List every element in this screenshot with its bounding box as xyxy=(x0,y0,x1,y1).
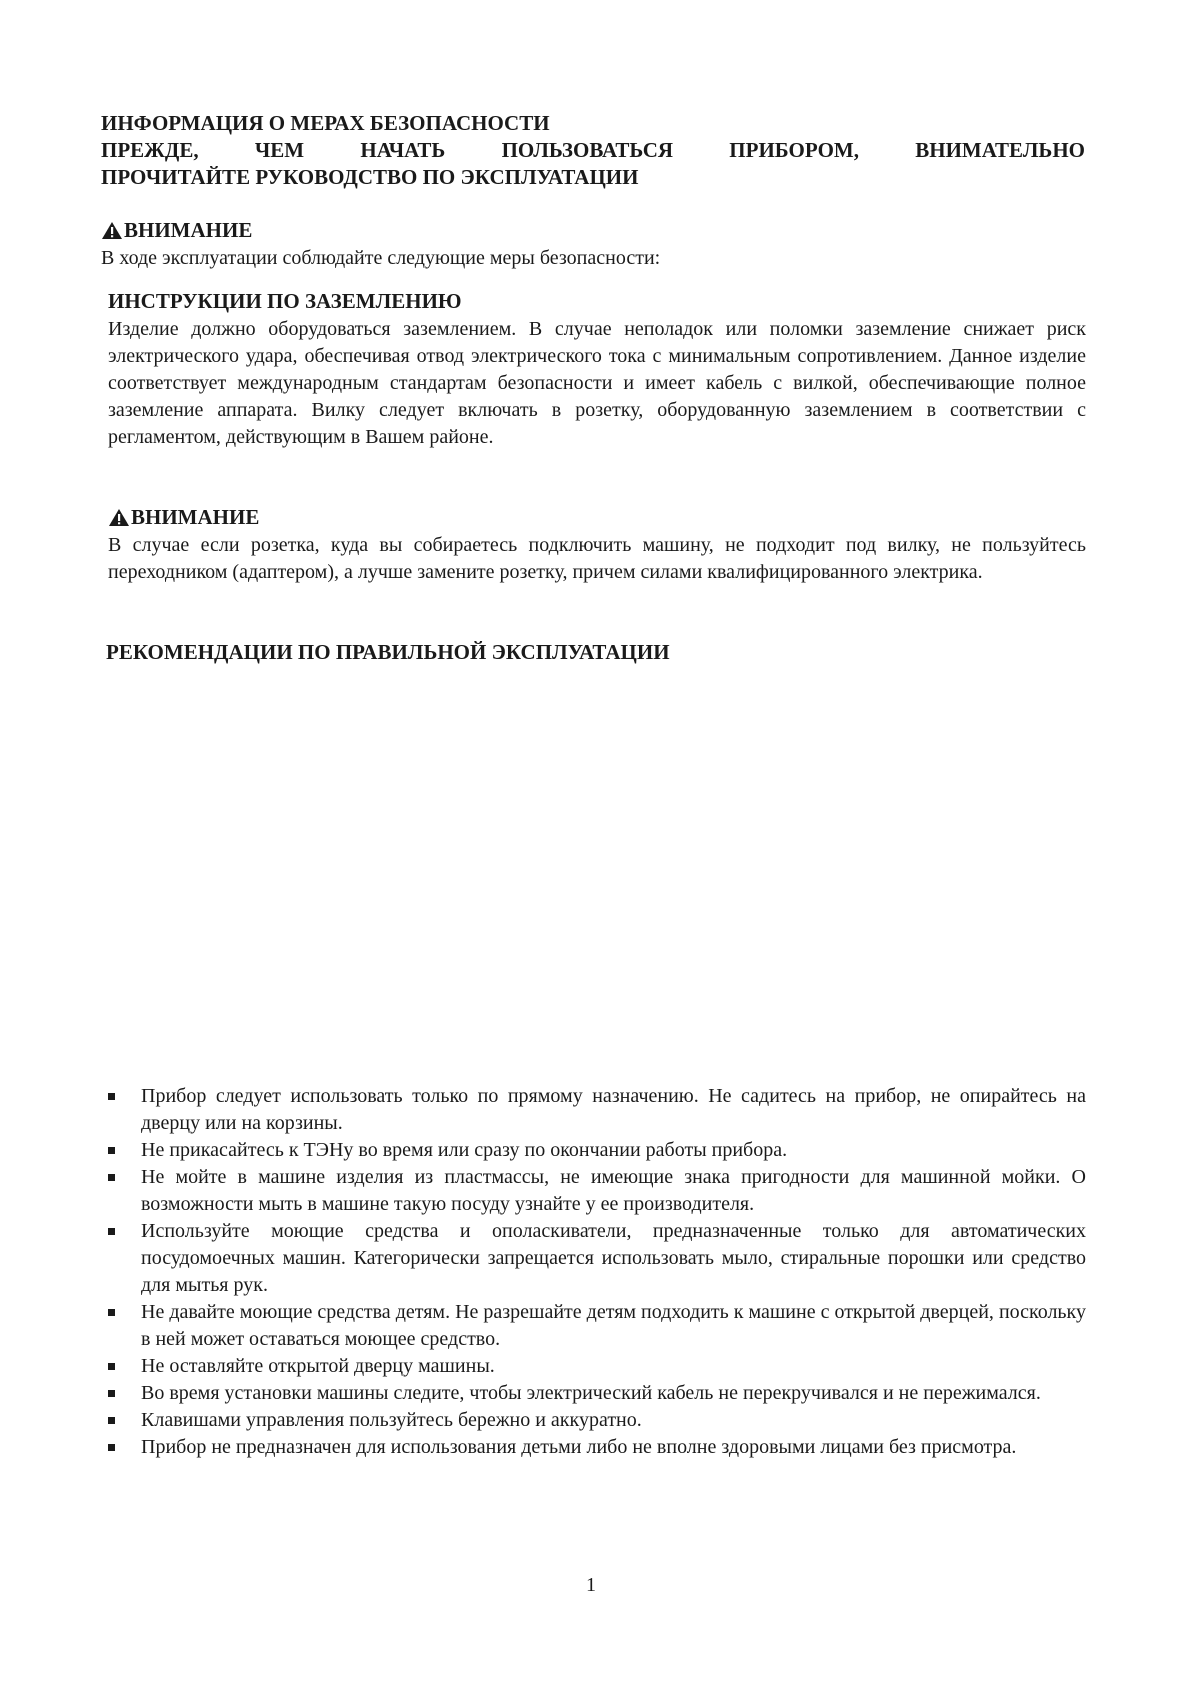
list-item xyxy=(106,1218,1086,1299)
list-item xyxy=(106,1380,1086,1407)
bullet-square-icon xyxy=(108,1228,115,1235)
title-line-2: ПРЕЖДЕ, ЧЕМ НАЧАТЬ ПОЛЬЗОВАТЬСЯ ПРИБОРОМ, ВНИМАТЕЛЬНО xyxy=(101,138,1085,162)
list-item xyxy=(106,1164,1086,1218)
warning-heading-1-label: ВНИМАНИЕ xyxy=(124,218,253,242)
list-item xyxy=(106,1407,1086,1434)
bullet-square-icon xyxy=(108,1390,115,1397)
title-line-3: ПРОЧИТАЙТЕ РУКОВОДСТВО ПО ЭКСПЛУАТАЦИИ xyxy=(101,165,639,189)
warning-triangle-icon xyxy=(101,221,123,240)
document-title xyxy=(101,110,1085,191)
warning-heading-2-label: ВНИМАНИЕ xyxy=(131,505,260,529)
bullet-square-icon xyxy=(108,1417,115,1424)
bullet-square-icon xyxy=(108,1363,115,1370)
warning-triangle-icon xyxy=(108,508,130,527)
list-item-text: Не давайте моющие средства детям. Не разрешайте детям подходить к машине с открытой дверцей, поскольку в ней может оставаться моющее средство. xyxy=(141,1301,1086,1350)
warning-heading-1 xyxy=(101,217,252,244)
recommendations-list xyxy=(106,1083,1086,1461)
list-item xyxy=(106,1137,1086,1164)
warning-2-text: В случае если розетка, куда вы собираетесь подключить машину, не подходит под вилку, не пользуйтесь переходником (адаптером), а лучше замените розетку, причем силами квалифицированного электрика. xyxy=(108,534,1086,583)
list-item-text: Не оставляйте открытой дверцу машины. xyxy=(141,1355,495,1377)
list-item-text: Во время установки машины следите, чтобы электрический кабель не перекручивался и не пережимался. xyxy=(141,1382,1041,1404)
grounding-text: Изделие должно оборудоваться заземлением. В случае неполадок или поломки заземление снижает риск электрического удара, обеспечивая отвод электрического тока с минимальным сопротивлением. Данное изделие соответствует международным стандартам безопасности и имеет кабель с вилкой, обеспечивающие полное заземление аппарата. Вилку следует включать в розетку, оборудованную заземлением в соответствии с регламентом, действующим в Вашем районе. xyxy=(108,318,1086,448)
list-item-text: Не прикасайтесь к ТЭНу во время или сразу по окончании работы прибора. xyxy=(141,1139,788,1161)
list-item-text: Используйте моющие средства и ополаскиватели, предназначенные только для автоматических посудомоечных машин. Категорически запрещается использовать мыло, стиральные порошки или средство для мытья рук. xyxy=(141,1220,1086,1296)
warning-heading-2 xyxy=(108,504,259,531)
bullet-square-icon xyxy=(108,1093,115,1100)
list-item xyxy=(106,1434,1086,1461)
list-item-text: Прибор не предназначен для использования детьми либо не вполне здоровыми лицами без присмотра. xyxy=(141,1436,1017,1458)
recommendations-heading: РЕКОМЕНДАЦИИ ПО ПРАВИЛЬНОЙ ЭКСПЛУАТАЦИИ xyxy=(106,640,670,664)
page-number: 1 xyxy=(586,1574,596,1596)
grounding-heading: ИНСТРУКЦИИ ПО ЗАЗЕМЛЕНИЮ xyxy=(108,289,462,313)
list-item xyxy=(106,1353,1086,1380)
bullet-square-icon xyxy=(108,1444,115,1451)
bullet-square-icon xyxy=(108,1174,115,1181)
list-item xyxy=(106,1299,1086,1353)
warning-1-text: В ходе эксплуатации соблюдайте следующие меры безопасности: xyxy=(101,247,661,269)
list-item-text: Прибор следует использовать только по прямому назначению. Не садитесь на прибор, не опирайтесь на дверцу или на корзины. xyxy=(141,1085,1086,1134)
title-line-1: ИНФОРМАЦИЯ О МЕРАХ БЕЗОПАСНОСТИ xyxy=(101,111,550,135)
bullet-square-icon xyxy=(108,1147,115,1154)
list-item xyxy=(106,1083,1086,1137)
list-item-text: Не мойте в машине изделия из пластмассы, не имеющие знака пригодности для машинной мойки. О возможности мыть в машине такую посуду узнайте у ее производителя. xyxy=(141,1166,1086,1215)
list-item-text: Клавишами управления пользуйтесь бережно и аккуратно. xyxy=(141,1409,642,1431)
bullet-square-icon xyxy=(108,1309,115,1316)
